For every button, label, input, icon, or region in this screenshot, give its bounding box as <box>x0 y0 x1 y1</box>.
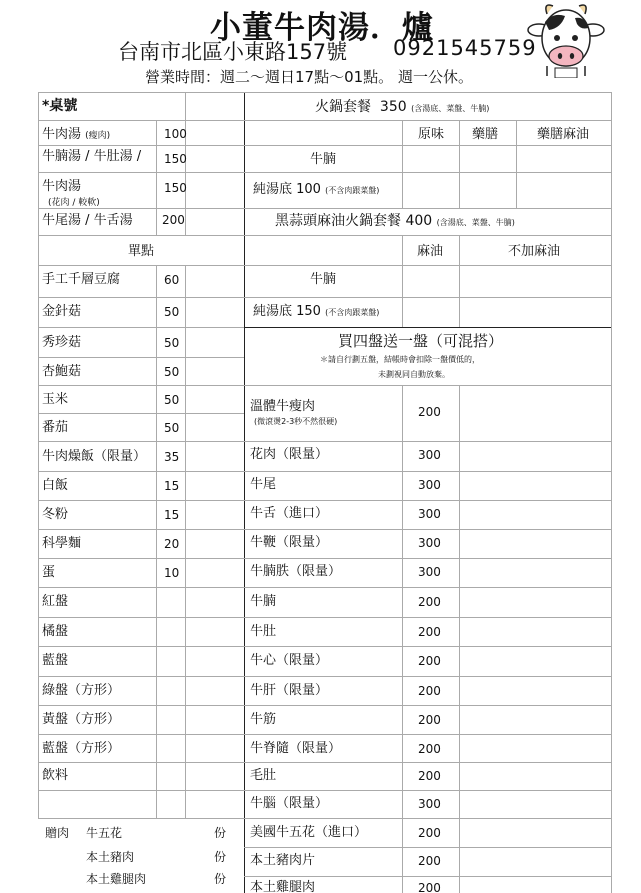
hotpot-row-broth: 純湯底 100 (不含肉跟菜盤) <box>253 182 380 197</box>
hotpot-set-title: 火鍋套餐 350 (含湯底、菜盤、牛腩) <box>315 99 490 115</box>
table-rule <box>38 734 244 735</box>
meat-item-name: 美國牛五花（進口） <box>250 825 368 840</box>
garlic-set-title: 黑蒜頭麻油火鍋套餐 400 (含湯底、菜盤、牛腩) <box>275 213 515 229</box>
meat-item-name: 牛腦（限量） <box>250 796 329 811</box>
table-rule <box>459 235 460 327</box>
table-rule <box>38 587 244 588</box>
restaurant-title: 小董牛肉湯．爐 <box>210 10 434 46</box>
table-rule <box>244 327 612 328</box>
table-rule <box>244 558 612 559</box>
promo-title: 買四盤送一盤（可混搭） <box>338 332 504 350</box>
meat-item-price: 200 <box>418 881 441 893</box>
meat-item-name: 溫體牛瘦肉 <box>250 399 316 414</box>
table-rule <box>38 818 244 819</box>
single-item-name: 冬粉 <box>42 507 69 522</box>
table-number-label: *桌號 <box>42 98 78 114</box>
table-rule <box>611 92 612 893</box>
gift-unit-2: 份 <box>214 850 227 864</box>
single-item-price: 15 <box>164 508 180 522</box>
table-rule <box>244 208 612 209</box>
table-rule <box>38 762 244 763</box>
gift-item-3: 本土雞腿肉 <box>86 872 147 886</box>
garlic-row-brisket: 牛腩 <box>310 272 337 287</box>
soup-item-3-note: (花肉 / 較軟) <box>48 198 100 208</box>
meat-item-price: 200 <box>418 654 441 668</box>
table-rule <box>38 471 244 472</box>
table-rule <box>156 120 157 235</box>
meat-item-price: 200 <box>418 769 441 783</box>
soup-item-2: 牛腩湯 / 牛肚湯 / <box>42 149 142 164</box>
single-item-price: 50 <box>164 336 180 350</box>
table-rule <box>244 500 612 501</box>
table-rule <box>244 818 612 819</box>
table-rule <box>38 790 244 791</box>
table-rule <box>402 235 403 327</box>
single-item-name: 科學麵 <box>42 536 82 551</box>
table-rule <box>38 385 244 386</box>
gift-item-2: 本土豬肉 <box>86 850 135 864</box>
soup-price-1: 100 <box>164 127 187 141</box>
single-items-header: 單點 <box>128 244 155 259</box>
hotpot-col-original: 原味 <box>418 127 445 142</box>
table-rule <box>38 92 39 818</box>
table-rule <box>244 790 612 791</box>
table-rule <box>38 558 244 559</box>
table-rule <box>244 587 612 588</box>
table-rule <box>244 529 612 530</box>
table-rule <box>156 265 157 818</box>
single-item-price: 50 <box>164 305 180 319</box>
table-rule <box>38 235 244 236</box>
table-rule <box>38 646 244 647</box>
single-item-name: 蛋 <box>42 565 56 580</box>
table-rule <box>244 235 612 236</box>
table-rule <box>244 297 612 298</box>
table-rule <box>244 734 612 735</box>
single-item-name: 白飯 <box>42 478 69 493</box>
soup-price-3: 150 <box>164 181 187 195</box>
meat-item-name: 牛心（限量） <box>250 653 329 668</box>
single-item-price: 10 <box>164 566 180 580</box>
meat-item-price: 300 <box>418 507 441 521</box>
soup-price-4: 200 <box>162 213 185 227</box>
plate-item: 藍盤 <box>42 653 69 668</box>
table-rule <box>38 705 244 706</box>
single-item-price: 60 <box>164 273 180 287</box>
table-rule <box>38 617 244 618</box>
table-rule <box>38 145 244 146</box>
meat-item-price: 200 <box>418 625 441 639</box>
table-rule <box>38 265 244 266</box>
table-rule <box>244 847 612 848</box>
single-item-name: 秀珍菇 <box>42 335 82 350</box>
table-rule <box>244 617 612 618</box>
meat-item-name: 牛脊隨（限量） <box>250 741 342 756</box>
table-rule <box>244 705 612 706</box>
meat-item-price: 200 <box>418 742 441 756</box>
meat-item-note: (微滾燙2-3秒不然很硬) <box>254 417 338 426</box>
table-rule <box>244 646 612 647</box>
soup-item-3: 牛肉湯 <box>42 179 82 194</box>
table-rule <box>244 676 612 677</box>
table-rule <box>38 441 244 442</box>
single-item-name: 手工千層豆腐 <box>42 272 121 287</box>
garlic-col-sesame: 麻油 <box>417 244 444 259</box>
single-item-name: 牛肉燥飯（限量） <box>42 449 147 464</box>
table-rule <box>244 441 612 442</box>
single-item-price: 20 <box>164 537 180 551</box>
table-rule <box>38 413 244 414</box>
plate-item: 飲料 <box>42 768 69 783</box>
table-rule <box>244 876 612 877</box>
meat-item-name: 牛腩 <box>250 594 277 609</box>
meat-item-name: 牛筋 <box>250 712 277 727</box>
table-rule <box>38 120 244 121</box>
meat-item-price: 200 <box>418 713 441 727</box>
single-item-price: 35 <box>164 450 180 464</box>
table-rule <box>244 92 612 93</box>
gift-unit-3: 份 <box>214 872 227 886</box>
soup-item-1: 牛肉湯 (瘦肉) <box>42 127 111 142</box>
gift-label: 贈肉 <box>45 826 70 840</box>
meat-item-name: 花肉（限量） <box>250 447 329 462</box>
table-rule <box>516 120 517 208</box>
meat-item-price: 200 <box>418 405 441 419</box>
table-rule <box>244 145 612 146</box>
table-rule <box>38 529 244 530</box>
meat-item-price: 300 <box>418 536 441 550</box>
table-rule <box>38 297 244 298</box>
table-rule <box>38 500 244 501</box>
meat-item-price: 300 <box>418 797 441 811</box>
plate-item: 綠盤（方形） <box>42 683 121 698</box>
single-item-price: 50 <box>164 393 180 407</box>
table-rule <box>244 471 612 472</box>
plate-item: 藍盤（方形） <box>42 741 121 756</box>
meat-item-price: 300 <box>418 478 441 492</box>
meat-item-price: 200 <box>418 595 441 609</box>
hotpot-col-herbal: 藥膳 <box>472 127 499 142</box>
single-item-price: 50 <box>164 421 180 435</box>
table-rule <box>38 327 244 328</box>
single-item-name: 番茄 <box>42 420 69 435</box>
hotpot-col-herbal-sesame: 藥膳麻油 <box>537 127 590 142</box>
table-rule <box>38 676 244 677</box>
single-item-name: 玉米 <box>42 392 69 407</box>
meat-item-price: 200 <box>418 826 441 840</box>
plate-item: 黃盤（方形） <box>42 712 121 727</box>
table-rule <box>38 92 244 93</box>
meat-item-name: 本土雞腿肉 <box>250 880 316 893</box>
gift-item-1: 牛五花 <box>86 826 123 840</box>
business-hours: 營業時間：週二～週日17點～01點。 週一公休。 <box>145 68 473 86</box>
single-item-price: 50 <box>164 365 180 379</box>
gift-unit-1: 份 <box>214 826 227 840</box>
table-rule <box>38 357 244 358</box>
table-rule <box>459 120 460 208</box>
promo-note-1: ＊請自行劃五盤，結帳時會扣除一盤價低的， <box>320 355 480 364</box>
table-rule <box>244 385 612 386</box>
meat-item-name: 毛肚 <box>250 768 277 783</box>
meat-item-name: 本土豬肉片 <box>250 853 316 868</box>
meat-item-name: 牛肚 <box>250 624 277 639</box>
meat-item-name: 牛尾 <box>250 477 277 492</box>
single-item-name: 杏鮑菇 <box>42 364 82 379</box>
plate-item: 紅盤 <box>42 594 69 609</box>
soup-item-4: 牛尾湯 / 牛舌湯 <box>42 213 133 228</box>
soup-price-2: 150 <box>164 152 187 166</box>
table-rule <box>244 120 612 121</box>
garlic-row-broth: 純湯底 150 (不含肉跟菜盤) <box>253 304 380 319</box>
meat-item-price: 200 <box>418 854 441 868</box>
table-rule <box>38 172 244 173</box>
plate-item: 橘盤 <box>42 624 69 639</box>
table-rule <box>244 172 612 173</box>
meat-item-name: 牛腩胅（限量） <box>250 564 342 579</box>
meat-item-name: 牛舌（進口） <box>250 506 329 521</box>
single-item-price: 15 <box>164 479 180 493</box>
cow-mascot-icon <box>525 0 607 78</box>
meat-item-price: 200 <box>418 684 441 698</box>
meat-item-price: 300 <box>418 448 441 462</box>
garlic-col-no-sesame: 不加麻油 <box>508 244 561 259</box>
address: 台南市北區小東路157號 <box>118 40 348 64</box>
single-item-name: 金針菇 <box>42 304 82 319</box>
meat-item-price: 300 <box>418 565 441 579</box>
promo-note-2: 未劃視同自動放棄。 <box>378 370 450 379</box>
hotpot-row-brisket: 牛腩 <box>310 152 337 167</box>
table-rule <box>244 92 245 893</box>
table-rule <box>402 385 403 893</box>
table-rule <box>244 265 612 266</box>
meat-item-name: 牛鞭（限量） <box>250 535 329 550</box>
table-rule <box>459 385 460 893</box>
table-rule <box>185 265 186 818</box>
meat-item-name: 牛肝（限量） <box>250 683 329 698</box>
table-rule <box>402 120 403 208</box>
table-rule <box>244 762 612 763</box>
phone-number: 0921545759 <box>393 36 537 60</box>
